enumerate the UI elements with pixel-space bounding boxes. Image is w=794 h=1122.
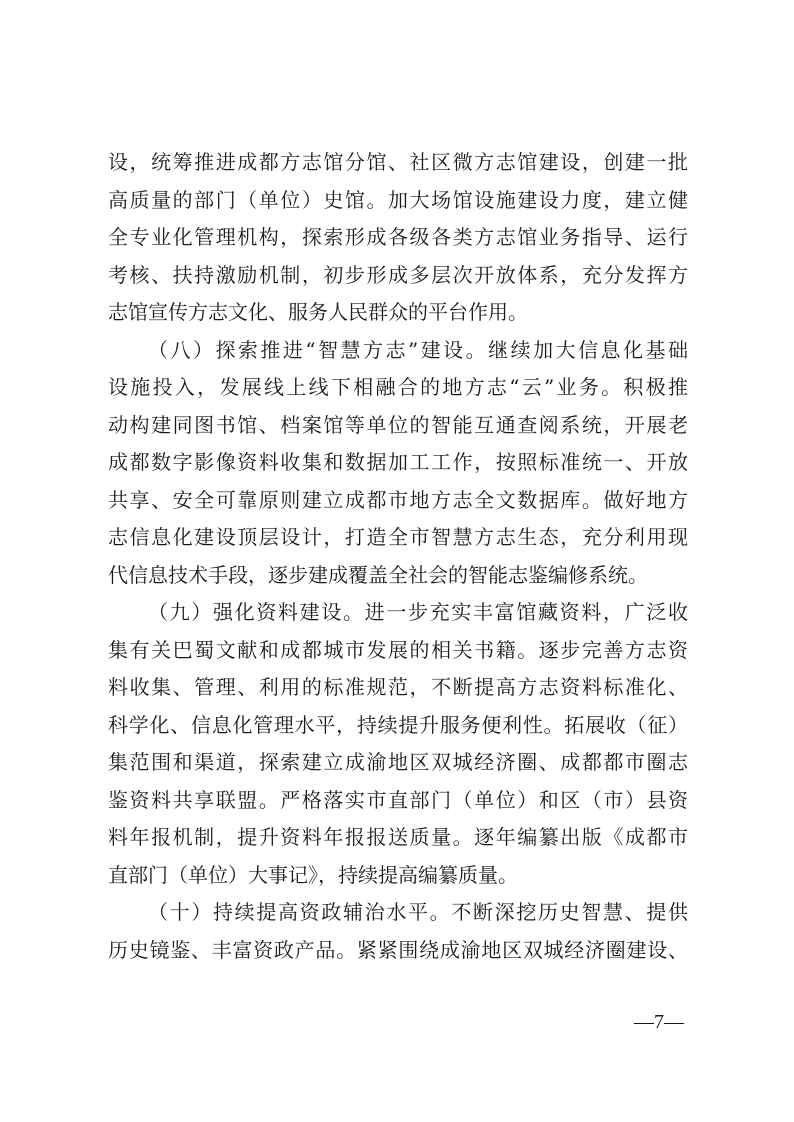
text-line: 代信息技术手段，逐步建成覆盖全社会的智能志鉴编修系统。 <box>108 562 648 587</box>
text-line: 集有关巴蜀文献和成都城市发展的相关书籍。逐步完善方志资 <box>108 637 688 662</box>
text-line: 动构建同图书馆、档案馆等单位的智能互通查阅系统，开展老 <box>108 412 688 437</box>
text-line: 全专业化管理机构，探索形成各级各类方志馆业务指导、运行 <box>108 225 688 249</box>
text-line: 科学化、信息化管理水平，持续提升服务便利性。拓展收（征） <box>108 712 688 737</box>
body-text <box>108 144 688 969</box>
page-number: —7— <box>634 1011 684 1033</box>
paragraph-heading-9: （九）强化资料建设。进一步充实丰富馆藏资料，广泛收 <box>148 600 688 624</box>
text-line: 直部门（单位）大事记》，持续提高编纂质量。 <box>108 862 518 887</box>
text-line: 料年报机制，提升资料年报报送质量。逐年编纂出版《成都市 <box>108 825 688 849</box>
text-line: 鉴资料共享联盟。严格落实市直部门（单位）和区（市）县资 <box>108 787 688 812</box>
paragraph-heading-10: （十）持续提高资政辅治水平。不断深挖历史智慧、提供 <box>148 900 688 924</box>
text-line: 高质量的部门（单位）史馆。加大场馆设施建设力度，建立健 <box>108 187 688 212</box>
text-line: 设，统筹推进成都方志馆分馆、社区微方志馆建设，创建一批 <box>108 150 688 174</box>
text-line: 共享、安全可靠原则建立成都市地方志全文数据库。做好地方 <box>108 487 688 512</box>
paragraph-heading-8: （八）探索推进“智慧方志”建设。继续加大信息化基础 <box>148 337 688 362</box>
text-line: 集范围和渠道，探索建立成渝地区双城经济圈、成都都市圈志 <box>108 750 688 774</box>
text-line: 考核、扶持激励机制，初步形成多层次开放体系，充分发挥方 <box>108 262 688 287</box>
text-line: 志馆宣传方志文化、服务人民群众的平台作用。 <box>108 300 528 324</box>
text-line: 历史镜鉴、丰富资政产品。紧紧围绕成渝地区双城经济圈建设、 <box>108 937 688 962</box>
text-line: 成都数字影像资料收集和数据加工工作，按照标准统一、开放 <box>108 450 688 474</box>
text-line: 设施投入，发展线上线下相融合的地方志“云”业务。积极推 <box>108 375 688 399</box>
text-line: 料收集、管理、利用的标准规范，不断提高方志资料标准化、 <box>108 675 688 699</box>
text-line: 志信息化建设顶层设计，打造全市智慧方志生态，充分利用现 <box>108 525 688 549</box>
